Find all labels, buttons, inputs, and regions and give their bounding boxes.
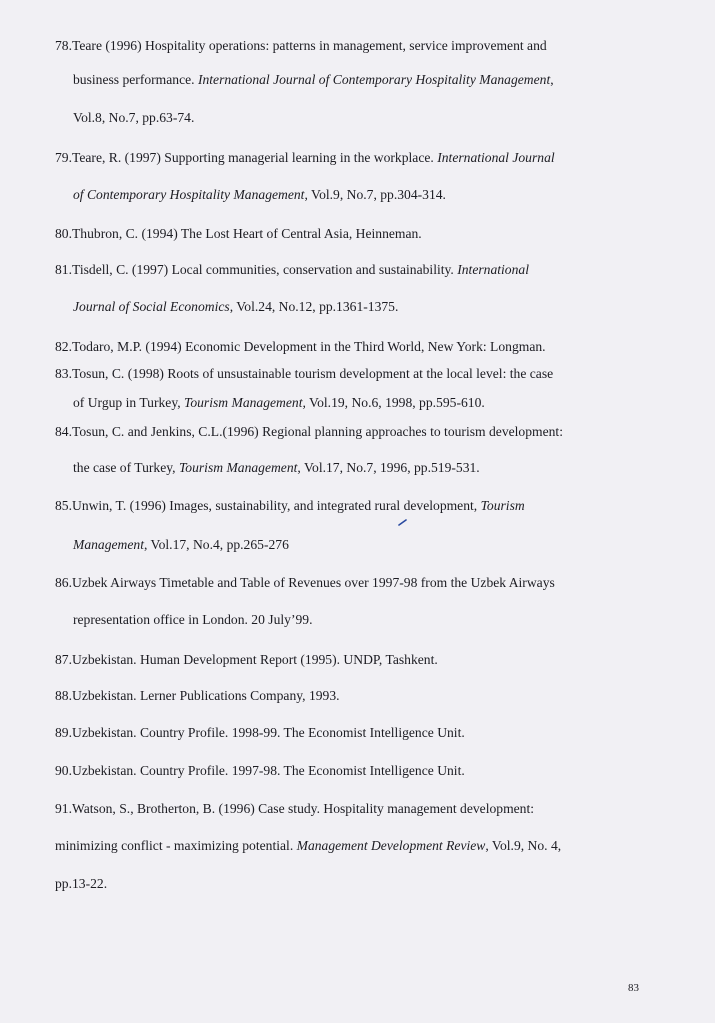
- journal-title: Journal of Social Economics: [73, 299, 230, 314]
- reference-81-line1: 81.Tisdell, C. (1997) Local communities, conservation and sustainability. International: [55, 262, 529, 277]
- reference-81-line2: Journal of Social Economics, Vol.24, No.12, pp.1361-1375.: [73, 299, 399, 314]
- reference-80: 80.Thubron, C. (1994) The Lost Heart of Central Asia, Heinneman.: [55, 226, 422, 241]
- reference-78-line2: business performance. International Journal of Contemporary Hospitality Management,: [73, 72, 554, 87]
- reference-90: 90.Uzbekistan. Country Profile. 1997-98. The Economist Intelligence Unit.: [55, 763, 465, 778]
- reference-78-line3: Vol.8, No.7, pp.63-74.: [73, 110, 195, 125]
- page-number: 83: [628, 982, 639, 994]
- reference-91-line2: minimizing conflict - maximizing potential. Management Development Review, Vol.9, No. 4,: [55, 838, 562, 853]
- reference-87: 87.Uzbekistan. Human Development Report (1995). UNDP, Tashkent.: [55, 652, 438, 667]
- reference-78-line1: 78.Teare (1996) Hospitality operations: patterns in management, service improvement and: [55, 38, 547, 53]
- reference-91-line1: 91.Watson, S., Brotherton, B. (1996) Case study. Hospitality management development:: [55, 801, 535, 816]
- reference-86-line2: representation office in London. 20 July’99.: [73, 612, 313, 627]
- reference-91-line3: pp.13-22.: [55, 876, 108, 891]
- journal-title: International Journal: [437, 150, 555, 165]
- journal-title: International: [457, 262, 529, 277]
- reference-83-line1: 83.Tosun, C. (1998) Roots of unsustainable tourism development at the local level: the case: [55, 366, 554, 381]
- journal-title: International Journal of Contemporary Hospitality Management: [197, 72, 551, 87]
- reference-83-line2: of Urgup in Turkey, Tourism Management, Vol.19, No.6, 1998, pp.595-610.: [73, 395, 485, 410]
- reference-85-line2: Management, Vol.17, No.4, pp.265-276: [73, 537, 289, 552]
- reference-84-line1: 84.Tosun, C. and Jenkins, C.L.(1996) Regional planning approaches to tourism development:: [55, 424, 563, 439]
- reference-86-line1: 86.Uzbek Airways Timetable and Table of Revenues over 1997-98 from the Uzbek Airways: [55, 575, 555, 590]
- pen-mark-icon: [398, 518, 408, 526]
- journal-title: Management: [73, 537, 144, 552]
- reference-85-line1: 85.Unwin, T. (1996) Images, sustainability, and integrated rural development, Tourism: [55, 498, 525, 513]
- reference-88: 88.Uzbekistan. Lerner Publications Company, 1993.: [55, 688, 340, 703]
- journal-title: Management Development Review: [296, 838, 486, 853]
- reference-79-line2: of Contemporary Hospitality Management, Vol.9, No.7, pp.304-314.: [73, 187, 446, 202]
- journal-title: Tourism: [480, 498, 525, 513]
- reference-89: 89.Uzbekistan. Country Profile. 1998-99. The Economist Intelligence Unit.: [55, 725, 465, 740]
- reference-79-line1: 79.Teare, R. (1997) Supporting managerial learning in the workplace. International Journal: [55, 150, 555, 165]
- reference-84-line2: the case of Turkey, Tourism Management, Vol.17, No.7, 1996, pp.519-531.: [73, 460, 480, 475]
- journal-title: Tourism Management,: [184, 395, 306, 410]
- journal-title: Tourism Management: [178, 460, 298, 475]
- reference-82: 82.Todaro, M.P. (1994) Economic Development in the Third World, New York: Longman.: [55, 339, 546, 354]
- journal-title: of Contemporary Hospitality Management: [73, 187, 305, 202]
